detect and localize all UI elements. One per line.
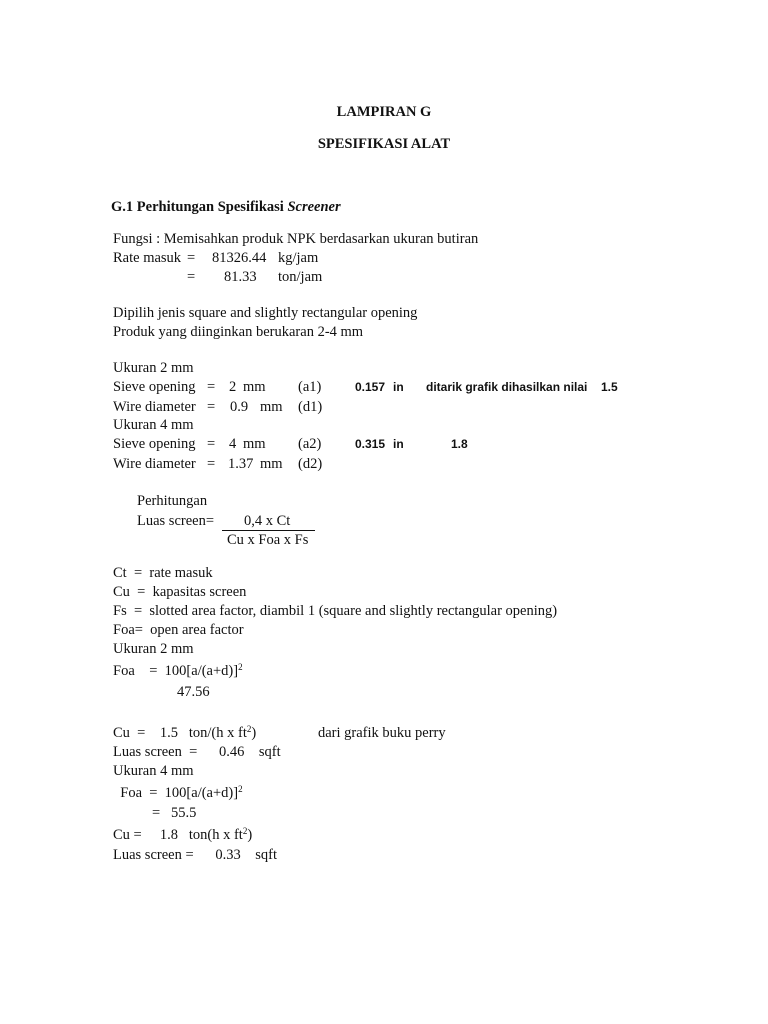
wire4-unit: mm bbox=[260, 456, 283, 472]
rate-kg-value: 81326.44 bbox=[212, 250, 267, 266]
calc2-foa-result: 47.56 bbox=[177, 684, 210, 700]
perhitungan-label: Perhitungan bbox=[137, 493, 208, 509]
section-heading-text: G.1 Perhitungan Spesifikasi bbox=[111, 199, 288, 215]
formula-numerator: 0,4 x Ct bbox=[244, 513, 291, 529]
rate-eq-2: = bbox=[187, 269, 196, 285]
grafik-value-1: 1.5 bbox=[601, 380, 618, 394]
calc4-foa-formula bbox=[113, 784, 243, 802]
calc2-cu-close: ) bbox=[251, 725, 257, 741]
size2-title: Ukuran 2 mm bbox=[113, 360, 194, 376]
calc4-cu bbox=[113, 826, 252, 844]
def-foa: Foa= open area factor bbox=[113, 622, 244, 638]
wire4-value: 1.37 bbox=[228, 456, 254, 472]
fungsi-text: Fungsi : Memisahkan produk NPK berdasarkan ukuran butiran bbox=[113, 231, 479, 247]
calc4-foa-text: Foa = 100[a/(a+d)] bbox=[113, 785, 239, 801]
sieve4-value: 4 bbox=[229, 436, 237, 452]
sieve2-in-value: 0.157 bbox=[355, 380, 386, 394]
grafik-note: ditarik grafik dihasilkan nilai bbox=[426, 380, 588, 394]
size4-title: Ukuran 4 mm bbox=[113, 417, 194, 433]
calc4-foa-exponent: 2 bbox=[238, 784, 243, 794]
sieve4-unit: mm bbox=[243, 436, 266, 452]
sieve2-value: 2 bbox=[229, 379, 237, 395]
sieve4-in-unit: in bbox=[393, 437, 404, 451]
wire4-code: (d2) bbox=[298, 456, 323, 472]
sieve2-code: (a1) bbox=[298, 379, 322, 395]
page-subtitle: SPESIFIKASI ALAT bbox=[317, 136, 451, 152]
calc2-cu-exponent: 2 bbox=[246, 724, 252, 734]
page-title: LAMPIRAN G bbox=[336, 104, 432, 120]
wire2-eq: = bbox=[207, 399, 216, 415]
luas-screen-label: Luas screen= bbox=[137, 513, 215, 529]
calc2-foa-formula bbox=[113, 662, 243, 680]
grafik-value-2: 1.8 bbox=[451, 437, 468, 451]
sieve4-in-value: 0.315 bbox=[355, 437, 386, 451]
section-heading bbox=[111, 198, 341, 216]
wire4-label: Wire diameter bbox=[113, 456, 196, 472]
wire4-eq: = bbox=[207, 456, 216, 472]
rate-label: Rate masuk bbox=[113, 250, 182, 266]
wire2-unit: mm bbox=[260, 399, 283, 415]
calc4-luas: Luas screen = 0.33 sqft bbox=[113, 847, 278, 863]
rate-ton-unit: ton/jam bbox=[278, 269, 323, 285]
opening-text: Dipilih jenis square and slightly rectangular opening bbox=[113, 305, 418, 321]
wire2-label: Wire diameter bbox=[113, 399, 196, 415]
sieve2-label: Sieve opening bbox=[113, 379, 196, 395]
calc2-foa-exponent: 2 bbox=[238, 662, 243, 672]
calc4-cu-close: ) bbox=[247, 827, 253, 843]
calc2-cu bbox=[113, 724, 256, 742]
formula-denominator: Cu x Foa x Fs bbox=[227, 532, 309, 548]
rate-kg-unit: kg/jam bbox=[278, 250, 319, 266]
sieve4-label: Sieve opening bbox=[113, 436, 196, 452]
def-cu: Cu = kapasitas screen bbox=[113, 584, 247, 600]
def-ct: Ct = rate masuk bbox=[113, 565, 213, 581]
sieve4-eq: = bbox=[207, 436, 216, 452]
calc4-cu-exponent: 2 bbox=[242, 826, 248, 836]
perry-note: dari grafik buku perry bbox=[318, 725, 446, 741]
sieve2-in-unit: in bbox=[393, 380, 404, 394]
sieve2-unit: mm bbox=[243, 379, 266, 395]
produk-text: Produk yang diinginkan berukaran 2-4 mm bbox=[113, 324, 364, 340]
rate-eq-1: = bbox=[187, 250, 196, 266]
section-heading-italic: Screener bbox=[287, 199, 341, 215]
calc2-foa-text: Foa = 100[a/(a+d)] bbox=[113, 663, 239, 679]
sieve4-code: (a2) bbox=[298, 436, 322, 452]
def-fs: Fs = slotted area factor, diambil 1 (square and slightly rectangular opening) bbox=[113, 603, 558, 619]
calc2-cu-text: Cu = 1.5 ton/(h x ft bbox=[113, 725, 247, 741]
rate-ton-value: 81.33 bbox=[224, 269, 257, 285]
calc4-foa-result: = 55.5 bbox=[152, 805, 197, 821]
calc2-title: Ukuran 2 mm bbox=[113, 641, 194, 657]
calc4-cu-text: Cu = 1.8 ton(h x ft bbox=[113, 827, 243, 843]
calc4-title: Ukuran 4 mm bbox=[113, 763, 194, 779]
calc2-luas: Luas screen = 0.46 sqft bbox=[113, 744, 281, 760]
sieve2-eq: = bbox=[207, 379, 216, 395]
wire2-code: (d1) bbox=[298, 399, 323, 415]
wire2-value: 0.9 bbox=[230, 399, 249, 415]
